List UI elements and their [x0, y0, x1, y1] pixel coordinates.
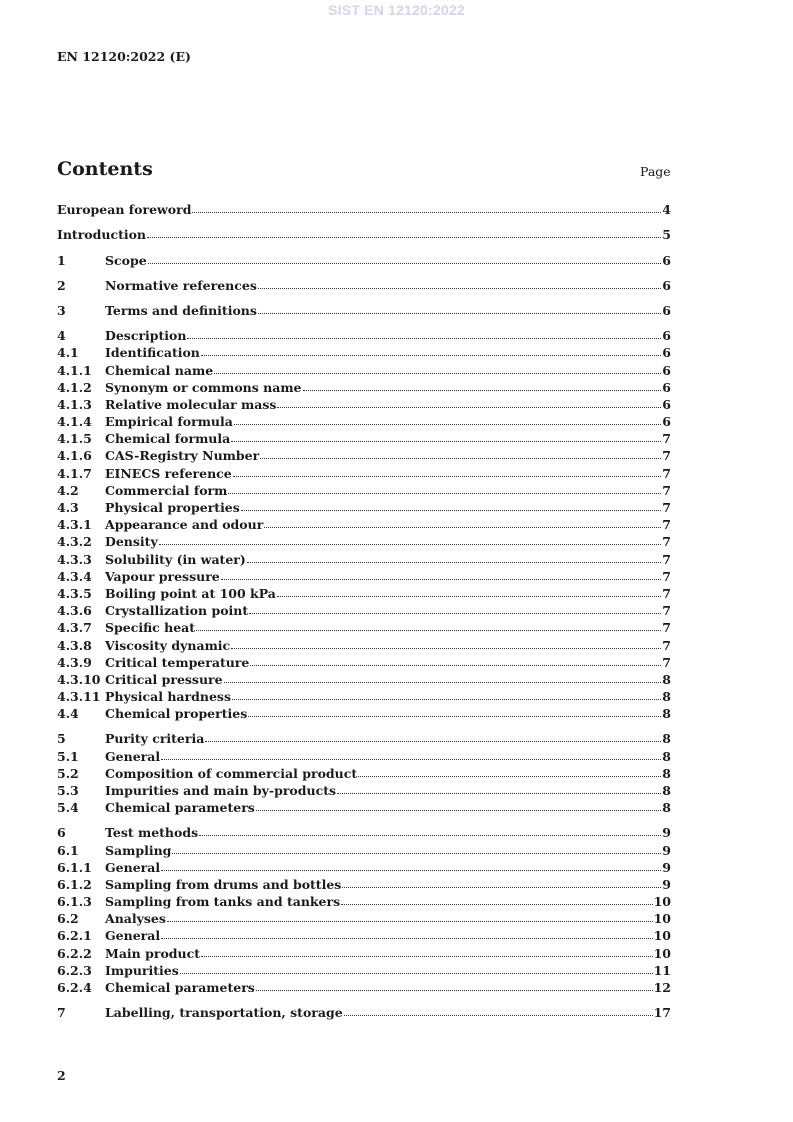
toc-entry-title: Solubility (in water): [105, 552, 246, 567]
toc-entry-title: Labelling, transportation, storage: [105, 1005, 343, 1020]
toc-entry[interactable]: [57, 482, 671, 499]
toc-entry-number: 4.1.6: [57, 448, 92, 463]
toc-entry[interactable]: [57, 842, 671, 859]
toc-entry-page: 7: [662, 620, 671, 635]
toc-entry-title: Synonym or commons name: [105, 380, 302, 395]
toc-dot-leader: [264, 516, 661, 528]
toc-entry[interactable]: [57, 252, 671, 269]
toc-entry-page: 6: [662, 414, 671, 429]
footer-page-number: 2: [57, 1068, 66, 1083]
toc-entry-page: 7: [662, 448, 671, 463]
toc-entry-title: General: [105, 928, 161, 943]
toc-entry[interactable]: [57, 765, 671, 782]
toc-entry[interactable]: [57, 688, 671, 705]
toc-entry[interactable]: [57, 447, 671, 464]
toc-entry-page: 7: [662, 603, 671, 618]
toc-entry[interactable]: [57, 413, 671, 430]
toc-entry-page: 6: [662, 345, 671, 360]
toc-entry-page: 8: [662, 672, 671, 687]
toc-entry-title: CAS-Registry Number: [105, 448, 260, 463]
toc-entry-page: 6: [662, 278, 671, 293]
toc-entry-page: 12: [653, 980, 671, 995]
toc-dot-leader: [231, 430, 661, 442]
toc-entry-title: Commercial form: [105, 483, 228, 498]
toc-entry[interactable]: [57, 201, 671, 218]
toc-entry[interactable]: [57, 927, 671, 944]
toc-dot-leader: [303, 379, 662, 391]
toc-entry[interactable]: [57, 568, 671, 585]
toc-entry-page: 5: [662, 227, 671, 242]
toc-dot-leader: [167, 910, 653, 922]
toc-dot-leader: [205, 730, 661, 742]
toc-entry-title: Composition of commercial product: [105, 766, 358, 781]
toc-entry-page: 10: [653, 946, 671, 961]
toc-entry-title: Density: [105, 534, 158, 549]
toc-entry[interactable]: [57, 730, 671, 747]
toc-entry[interactable]: [57, 671, 671, 688]
toc-entry-number: 4.3.11: [57, 689, 101, 704]
toc-entry-title: Sampling: [105, 843, 172, 858]
toc-entry-number: 6.1.2: [57, 877, 92, 892]
toc-entry-number: 4.2: [57, 483, 79, 498]
toc-entry-number: 6.1.1: [57, 860, 92, 875]
toc-entry-title: Boiling point at 100 kPa: [105, 586, 276, 601]
toc-entry-title: Impurities: [105, 963, 179, 978]
toc-entry-number: 4.3.8: [57, 638, 92, 653]
toc-dot-leader: [256, 799, 661, 811]
toc-entry[interactable]: [57, 859, 671, 876]
toc-entry-number: 4.4: [57, 706, 79, 721]
toc-dot-leader: [277, 396, 661, 408]
toc-entry-number: 4.3.5: [57, 586, 92, 601]
toc-dot-leader: [228, 482, 661, 494]
toc-dot-leader: [196, 619, 661, 631]
toc-entry[interactable]: [57, 979, 671, 996]
toc-entry-title: Physical properties: [105, 500, 240, 515]
toc-entry-title: General: [105, 749, 161, 764]
toc-entry-number: 5.2: [57, 766, 79, 781]
toc-entry-page: 7: [662, 534, 671, 549]
toc-entry[interactable]: [57, 1004, 671, 1021]
toc-dot-leader: [337, 782, 661, 794]
toc-entry[interactable]: [57, 876, 671, 893]
toc-entry-number: 6.2.2: [57, 946, 92, 961]
toc-entry[interactable]: [57, 824, 671, 841]
toc-entry-title: Chemical parameters: [105, 980, 255, 995]
toc-entry-number: 4.3.6: [57, 603, 92, 618]
toc-entry-title: Description: [105, 328, 187, 343]
toc-entry-title: European foreword: [57, 202, 192, 217]
toc-entry-page: 9: [662, 843, 671, 858]
toc-dot-leader: [250, 654, 661, 666]
toc-entry-number: 4.3.1: [57, 517, 92, 532]
toc-dot-leader: [258, 302, 661, 314]
toc-entry-page: 10: [653, 911, 671, 926]
toc-entry-title: EINECS reference: [105, 466, 232, 481]
toc-entry-number: 6.2.3: [57, 963, 92, 978]
toc-entry-page: 8: [662, 800, 671, 815]
toc-entry-number: 6: [57, 825, 66, 840]
toc-dot-leader: [187, 327, 661, 339]
toc-entry-title: Chemical parameters: [105, 800, 255, 815]
toc-entry-title: Chemical properties: [105, 706, 248, 721]
toc-entry-title: Introduction: [57, 227, 147, 242]
toc-entry-page: 6: [662, 363, 671, 378]
toc-entry[interactable]: [57, 533, 671, 550]
toc-entry-number: 4.3.10: [57, 672, 101, 687]
toc-entry-page: 7: [662, 569, 671, 584]
toc-dot-leader: [247, 551, 662, 563]
toc-dot-leader: [224, 671, 662, 683]
toc-dot-leader: [172, 842, 661, 854]
toc-entry-number: 6.2.4: [57, 980, 92, 995]
toc-dot-leader: [214, 362, 661, 374]
toc-entry-title: Test methods: [105, 825, 199, 840]
toc-entry-page: 8: [662, 731, 671, 746]
watermark: SIST EN 12120:2022: [328, 2, 465, 18]
toc-entry-number: 6.1.3: [57, 894, 92, 909]
toc-entry-page: 7: [662, 586, 671, 601]
toc-dot-leader: [159, 533, 662, 545]
toc-entry[interactable]: [57, 799, 671, 816]
toc-entry-page: 7: [662, 483, 671, 498]
toc-entry-number: 4.1.4: [57, 414, 92, 429]
toc-entry-page: 8: [662, 766, 671, 781]
toc-entry[interactable]: [57, 379, 671, 396]
toc-entry-title: Normative references: [105, 278, 257, 293]
toc-dot-leader: [277, 585, 661, 597]
toc-entry-title: Empirical formula: [105, 414, 233, 429]
toc-entry-number: 5: [57, 731, 66, 746]
toc-entry-page: 10: [653, 928, 671, 943]
toc-entry-title: Analyses: [105, 911, 166, 926]
toc-entry-page: 4: [662, 202, 671, 217]
toc-entry-number: 3: [57, 303, 66, 318]
toc-entry-page: 6: [662, 380, 671, 395]
toc-entry-page: 7: [662, 638, 671, 653]
toc-entry-number: 4: [57, 328, 66, 343]
toc-entry-title: Sampling from tanks and tankers: [105, 894, 341, 909]
toc-entry-page: 6: [662, 328, 671, 343]
toc-entry-title: Chemical name: [105, 363, 214, 378]
toc-entry-page: 11: [653, 963, 671, 978]
page-title: Contents: [57, 158, 153, 180]
toc-entry-title: Scope: [105, 253, 147, 268]
toc-dot-leader: [192, 201, 661, 213]
toc-entry-page: 7: [662, 517, 671, 532]
toc-dot-leader: [231, 637, 661, 649]
toc-entry[interactable]: [57, 637, 671, 654]
toc-entry-page: 8: [662, 783, 671, 798]
toc-entry-page: 8: [662, 689, 671, 704]
toc-dot-leader: [358, 765, 661, 777]
toc-entry-number: 4.3.7: [57, 620, 92, 635]
toc-dot-leader: [258, 277, 661, 289]
toc-entry-number: 4.1.1: [57, 363, 92, 378]
toc-dot-leader: [241, 499, 661, 511]
toc-entry[interactable]: [57, 893, 671, 910]
toc-entry[interactable]: [57, 585, 671, 602]
toc-entry-title: Identification: [105, 345, 200, 360]
toc-entry-number: 6.2.1: [57, 928, 92, 943]
toc-entry[interactable]: [57, 551, 671, 568]
toc-entry-title: Relative molecular mass: [105, 397, 277, 412]
toc-entry-title: Viscosity dynamic: [105, 638, 231, 653]
toc-entry[interactable]: [57, 302, 671, 319]
toc-entry[interactable]: [57, 277, 671, 294]
toc-entry-page: 7: [662, 431, 671, 446]
toc-entry-number: 4.1.5: [57, 431, 92, 446]
toc-entry-page: 8: [662, 749, 671, 764]
toc-dot-leader: [248, 705, 661, 717]
toc-entry-title: Main product: [105, 946, 201, 961]
toc-dot-leader: [260, 447, 661, 459]
toc-entry-page: 9: [662, 825, 671, 840]
toc-entry-title: Vapour pressure: [105, 569, 220, 584]
toc-entry-page: 10: [653, 894, 671, 909]
toc-entry[interactable]: [57, 962, 671, 979]
toc-entry[interactable]: [57, 430, 671, 447]
toc-entry-title: Critical pressure: [105, 672, 223, 687]
toc-dot-leader: [180, 962, 653, 974]
toc-entry-page: 17: [653, 1005, 671, 1020]
toc-entry-page: 9: [662, 877, 671, 892]
toc-entry-page: 8: [662, 706, 671, 721]
toc-dot-leader: [201, 344, 661, 356]
toc-entry[interactable]: [57, 344, 671, 361]
toc-dot-leader: [342, 876, 661, 888]
toc-dot-leader: [147, 226, 661, 238]
toc-entry-title: Chemical formula: [105, 431, 231, 446]
toc-entry[interactable]: [57, 945, 671, 962]
toc-entry-page: 7: [662, 655, 671, 670]
toc-entry[interactable]: [57, 362, 671, 379]
toc-entry[interactable]: [57, 748, 671, 765]
toc-dot-leader: [234, 413, 661, 425]
toc-entry-title: Physical hardness: [105, 689, 231, 704]
toc-entry-title: Purity criteria: [105, 731, 205, 746]
toc-entry-number: 4.3.3: [57, 552, 92, 567]
toc-entry-number: 4.1: [57, 345, 79, 360]
toc-entry-title: Appearance and odour: [105, 517, 264, 532]
toc-dot-leader: [232, 688, 661, 700]
toc-dot-leader: [161, 927, 652, 939]
toc-entry-number: 5.3: [57, 783, 79, 798]
toc-entry-title: Sampling from drums and bottles: [105, 877, 342, 892]
toc-entry-title: Specific heat: [105, 620, 196, 635]
toc-entry[interactable]: [57, 396, 671, 413]
toc-entry-page: 7: [662, 552, 671, 567]
toc-entry[interactable]: [57, 499, 671, 516]
toc-entry-number: 4.1.2: [57, 380, 92, 395]
toc-entry-page: 9: [662, 860, 671, 875]
toc-entry[interactable]: [57, 226, 671, 243]
toc-entry-number: 4.1.7: [57, 466, 92, 481]
toc-entry[interactable]: [57, 782, 671, 799]
toc-dot-leader: [249, 602, 661, 614]
document-id: EN 12120:2022 (E): [57, 49, 191, 64]
toc-entry[interactable]: [57, 465, 671, 482]
toc-entry-number: 5.4: [57, 800, 79, 815]
toc-entry-number: 1: [57, 253, 66, 268]
toc-entry[interactable]: [57, 516, 671, 533]
toc-entry[interactable]: [57, 705, 671, 722]
toc-dot-leader: [201, 945, 653, 957]
toc-entry-page: 6: [662, 303, 671, 318]
page-column-label: Page: [640, 164, 671, 179]
toc-entry-page: 7: [662, 500, 671, 515]
toc-entry-number: 7: [57, 1005, 66, 1020]
toc-dot-leader: [341, 893, 652, 905]
toc-dot-leader: [199, 824, 661, 836]
toc-entry-title: Terms and definitions: [105, 303, 257, 318]
toc-entry-number: 4.3.9: [57, 655, 92, 670]
toc-dot-leader: [161, 859, 661, 871]
toc-entry-number: 2: [57, 278, 66, 293]
toc-dot-leader: [344, 1004, 653, 1016]
toc-entry-number: 4.3.4: [57, 569, 92, 584]
toc-entry[interactable]: [57, 327, 671, 344]
toc-dot-leader: [161, 748, 661, 760]
toc-entry[interactable]: [57, 910, 671, 927]
toc-entry-title: General: [105, 860, 161, 875]
toc-entry[interactable]: [57, 602, 671, 619]
toc-entry-page: 7: [662, 466, 671, 481]
toc-dot-leader: [233, 465, 662, 477]
toc-entry-number: 4.1.3: [57, 397, 92, 412]
toc-entry-number: 4.3: [57, 500, 79, 515]
toc-entry-title: Critical temperature: [105, 655, 250, 670]
toc-entry-number: 5.1: [57, 749, 79, 764]
toc-entry-number: 4.3.2: [57, 534, 92, 549]
toc-entry-title: Crystallization point: [105, 603, 249, 618]
toc-entry-number: 6.1: [57, 843, 79, 858]
toc-entry[interactable]: [57, 619, 671, 636]
toc-entry-title: Impurities and main by-products: [105, 783, 336, 798]
toc-entry-page: 6: [662, 397, 671, 412]
toc-entry[interactable]: [57, 654, 671, 671]
toc-dot-leader: [148, 252, 662, 264]
toc-dot-leader: [256, 979, 653, 991]
toc-entry-page: 6: [662, 253, 671, 268]
toc-entry-number: 6.2: [57, 911, 79, 926]
toc-dot-leader: [221, 568, 662, 580]
